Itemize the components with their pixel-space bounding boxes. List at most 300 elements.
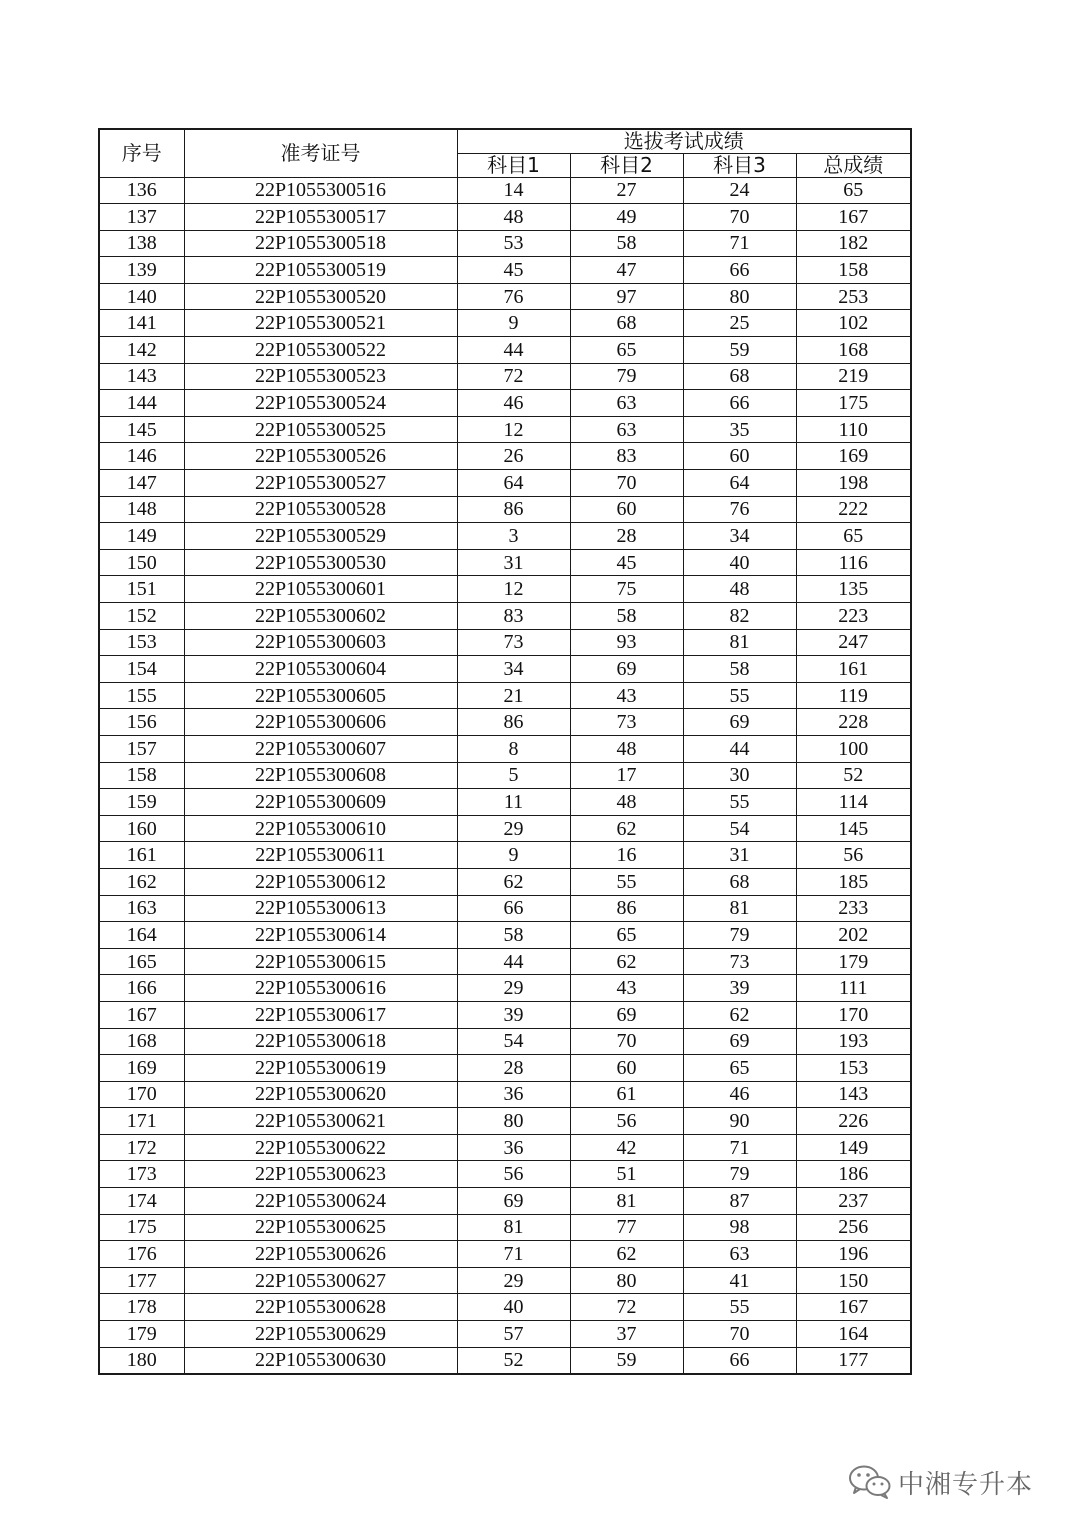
watermark (848, 1462, 1033, 1502)
cell-exam-id: 22P1055300527 (184, 470, 457, 497)
cell-subject1: 83 (457, 603, 570, 630)
cell-subject2: 48 (570, 735, 683, 762)
cell-subject1: 58 (457, 922, 570, 949)
cell-subject3: 65 (683, 1055, 796, 1082)
cell-seq: 149 (99, 523, 184, 550)
cell-subject2: 28 (570, 523, 683, 550)
table-row (99, 948, 911, 975)
table-row (99, 815, 911, 842)
cell-total: 186 (796, 1161, 911, 1188)
cell-subject3: 81 (683, 629, 796, 656)
table-row (99, 549, 911, 576)
cell-exam-id: 22P1055300516 (184, 177, 457, 204)
cell-exam-id: 22P1055300518 (184, 230, 457, 257)
cell-subject3: 63 (683, 1241, 796, 1268)
table-row (99, 1055, 911, 1082)
header-exam-id: 准考证号 (184, 129, 457, 177)
cell-subject2: 68 (570, 310, 683, 337)
cell-seq: 156 (99, 709, 184, 736)
cell-subject3: 30 (683, 762, 796, 789)
cell-subject1: 3 (457, 523, 570, 550)
cell-subject1: 29 (457, 1267, 570, 1294)
table-row (99, 576, 911, 603)
cell-total: 135 (796, 576, 911, 603)
cell-seq: 153 (99, 629, 184, 656)
cell-subject1: 45 (457, 257, 570, 284)
cell-total: 116 (796, 549, 911, 576)
cell-subject2: 49 (570, 204, 683, 231)
cell-subject3: 59 (683, 337, 796, 364)
cell-subject3: 98 (683, 1214, 796, 1241)
cell-subject3: 60 (683, 443, 796, 470)
cell-subject1: 86 (457, 496, 570, 523)
cell-seq: 179 (99, 1321, 184, 1348)
cell-seq: 145 (99, 416, 184, 443)
cell-subject3: 76 (683, 496, 796, 523)
cell-seq: 171 (99, 1108, 184, 1135)
cell-subject1: 73 (457, 629, 570, 656)
cell-subject2: 58 (570, 230, 683, 257)
table-row (99, 1241, 911, 1268)
cell-total: 153 (796, 1055, 911, 1082)
cell-total: 219 (796, 363, 911, 390)
cell-subject3: 69 (683, 1028, 796, 1055)
cell-subject2: 62 (570, 815, 683, 842)
cell-subject3: 81 (683, 895, 796, 922)
cell-exam-id: 22P1055300623 (184, 1161, 457, 1188)
cell-subject3: 25 (683, 310, 796, 337)
table-row (99, 204, 911, 231)
cell-subject1: 21 (457, 682, 570, 709)
cell-subject1: 57 (457, 1321, 570, 1348)
cell-subject2: 48 (570, 789, 683, 816)
table-row (99, 496, 911, 523)
cell-seq: 157 (99, 735, 184, 762)
cell-subject3: 87 (683, 1188, 796, 1215)
cell-subject3: 44 (683, 735, 796, 762)
table-row (99, 1134, 911, 1161)
cell-seq: 148 (99, 496, 184, 523)
cell-seq: 136 (99, 177, 184, 204)
header-seq: 序号 (99, 129, 184, 177)
cell-exam-id: 22P1055300524 (184, 390, 457, 417)
cell-subject1: 9 (457, 842, 570, 869)
cell-subject3: 79 (683, 1161, 796, 1188)
table-row (99, 735, 911, 762)
cell-total: 168 (796, 337, 911, 364)
cell-total: 179 (796, 948, 911, 975)
cell-subject2: 62 (570, 1241, 683, 1268)
cell-seq: 162 (99, 868, 184, 895)
cell-exam-id: 22P1055300520 (184, 283, 457, 310)
cell-subject1: 44 (457, 948, 570, 975)
cell-exam-id: 22P1055300622 (184, 1134, 457, 1161)
cell-total: 182 (796, 230, 911, 257)
cell-total: 164 (796, 1321, 911, 1348)
table-row (99, 283, 911, 310)
cell-subject3: 71 (683, 230, 796, 257)
cell-exam-id: 22P1055300601 (184, 576, 457, 603)
cell-total: 100 (796, 735, 911, 762)
cell-subject3: 35 (683, 416, 796, 443)
table-row (99, 443, 911, 470)
cell-subject3: 58 (683, 656, 796, 683)
cell-exam-id: 22P1055300630 (184, 1347, 457, 1374)
header-subject1: 科目1 (457, 153, 570, 177)
table-row (99, 629, 911, 656)
table-row (99, 1108, 911, 1135)
cell-total: 158 (796, 257, 911, 284)
cell-total: 150 (796, 1267, 911, 1294)
table-row (99, 895, 911, 922)
cell-subject2: 59 (570, 1347, 683, 1374)
table-row (99, 1294, 911, 1321)
cell-subject2: 55 (570, 868, 683, 895)
cell-exam-id: 22P1055300612 (184, 868, 457, 895)
cell-subject1: 52 (457, 1347, 570, 1374)
table-row (99, 1028, 911, 1055)
cell-total: 202 (796, 922, 911, 949)
cell-exam-id: 22P1055300605 (184, 682, 457, 709)
cell-subject2: 43 (570, 682, 683, 709)
cell-subject2: 56 (570, 1108, 683, 1135)
cell-subject3: 66 (683, 257, 796, 284)
cell-subject2: 37 (570, 1321, 683, 1348)
cell-total: 177 (796, 1347, 911, 1374)
cell-subject1: 36 (457, 1134, 570, 1161)
cell-exam-id: 22P1055300628 (184, 1294, 457, 1321)
cell-subject1: 12 (457, 576, 570, 603)
wechat-icon (848, 1464, 892, 1500)
cell-exam-id: 22P1055300627 (184, 1267, 457, 1294)
header-score-group: 选拔考试成绩 (457, 129, 911, 153)
cell-total: 65 (796, 177, 911, 204)
cell-subject3: 55 (683, 789, 796, 816)
cell-subject2: 65 (570, 922, 683, 949)
cell-subject3: 54 (683, 815, 796, 842)
table-row (99, 1267, 911, 1294)
cell-exam-id: 22P1055300522 (184, 337, 457, 364)
cell-subject2: 51 (570, 1161, 683, 1188)
cell-exam-id: 22P1055300616 (184, 975, 457, 1002)
table-row (99, 603, 911, 630)
cell-exam-id: 22P1055300629 (184, 1321, 457, 1348)
cell-seq: 168 (99, 1028, 184, 1055)
cell-seq: 176 (99, 1241, 184, 1268)
cell-seq: 137 (99, 204, 184, 231)
cell-subject1: 56 (457, 1161, 570, 1188)
cell-total: 114 (796, 789, 911, 816)
cell-subject2: 27 (570, 177, 683, 204)
cell-subject3: 55 (683, 682, 796, 709)
table-row (99, 868, 911, 895)
cell-seq: 163 (99, 895, 184, 922)
cell-exam-id: 22P1055300529 (184, 523, 457, 550)
cell-subject2: 16 (570, 842, 683, 869)
table-row (99, 789, 911, 816)
cell-subject1: 69 (457, 1188, 570, 1215)
cell-seq: 159 (99, 789, 184, 816)
cell-exam-id: 22P1055300617 (184, 1001, 457, 1028)
cell-subject3: 66 (683, 390, 796, 417)
cell-exam-id: 22P1055300608 (184, 762, 457, 789)
cell-total: 237 (796, 1188, 911, 1215)
cell-subject3: 71 (683, 1134, 796, 1161)
table-row (99, 523, 911, 550)
cell-subject2: 63 (570, 416, 683, 443)
cell-seq: 174 (99, 1188, 184, 1215)
cell-subject2: 81 (570, 1188, 683, 1215)
cell-subject1: 80 (457, 1108, 570, 1135)
cell-seq: 164 (99, 922, 184, 949)
cell-seq: 141 (99, 310, 184, 337)
cell-total: 52 (796, 762, 911, 789)
cell-subject2: 72 (570, 1294, 683, 1321)
cell-seq: 169 (99, 1055, 184, 1082)
cell-seq: 173 (99, 1161, 184, 1188)
cell-subject2: 65 (570, 337, 683, 364)
cell-subject1: 34 (457, 656, 570, 683)
table-row (99, 842, 911, 869)
cell-seq: 138 (99, 230, 184, 257)
table-row (99, 1081, 911, 1108)
cell-subject2: 77 (570, 1214, 683, 1241)
cell-exam-id: 22P1055300620 (184, 1081, 457, 1108)
cell-subject3: 24 (683, 177, 796, 204)
cell-subject3: 40 (683, 549, 796, 576)
table-row (99, 975, 911, 1002)
cell-subject1: 54 (457, 1028, 570, 1055)
table-row (99, 470, 911, 497)
cell-subject1: 29 (457, 815, 570, 842)
cell-total: 111 (796, 975, 911, 1002)
cell-total: 149 (796, 1134, 911, 1161)
cell-seq: 178 (99, 1294, 184, 1321)
cell-subject2: 69 (570, 1001, 683, 1028)
cell-seq: 161 (99, 842, 184, 869)
cell-total: 119 (796, 682, 911, 709)
cell-subject2: 86 (570, 895, 683, 922)
table-body (99, 177, 911, 1374)
cell-subject1: 28 (457, 1055, 570, 1082)
cell-subject1: 5 (457, 762, 570, 789)
cell-subject3: 68 (683, 868, 796, 895)
cell-subject2: 58 (570, 603, 683, 630)
table-row (99, 416, 911, 443)
cell-exam-id: 22P1055300525 (184, 416, 457, 443)
cell-subject2: 42 (570, 1134, 683, 1161)
cell-total: 145 (796, 815, 911, 842)
cell-subject3: 34 (683, 523, 796, 550)
cell-seq: 172 (99, 1134, 184, 1161)
cell-seq: 166 (99, 975, 184, 1002)
cell-subject2: 69 (570, 656, 683, 683)
cell-exam-id: 22P1055300619 (184, 1055, 457, 1082)
cell-total: 233 (796, 895, 911, 922)
cell-subject2: 93 (570, 629, 683, 656)
cell-total: 247 (796, 629, 911, 656)
table-row (99, 310, 911, 337)
cell-subject2: 83 (570, 443, 683, 470)
cell-subject1: 71 (457, 1241, 570, 1268)
cell-total: 102 (796, 310, 911, 337)
table-row (99, 922, 911, 949)
cell-exam-id: 22P1055300530 (184, 549, 457, 576)
cell-subject3: 46 (683, 1081, 796, 1108)
cell-seq: 170 (99, 1081, 184, 1108)
header-subject2: 科目2 (570, 153, 683, 177)
cell-total: 170 (796, 1001, 911, 1028)
table-row (99, 257, 911, 284)
cell-exam-id: 22P1055300528 (184, 496, 457, 523)
cell-subject3: 73 (683, 948, 796, 975)
cell-exam-id: 22P1055300607 (184, 735, 457, 762)
cell-subject3: 64 (683, 470, 796, 497)
cell-total: 193 (796, 1028, 911, 1055)
cell-exam-id: 22P1055300521 (184, 310, 457, 337)
cell-total: 222 (796, 496, 911, 523)
cell-seq: 154 (99, 656, 184, 683)
cell-seq: 142 (99, 337, 184, 364)
cell-subject2: 45 (570, 549, 683, 576)
cell-total: 228 (796, 709, 911, 736)
score-table (98, 128, 912, 1375)
cell-seq: 160 (99, 815, 184, 842)
cell-exam-id: 22P1055300603 (184, 629, 457, 656)
cell-subject2: 63 (570, 390, 683, 417)
cell-total: 167 (796, 1294, 911, 1321)
cell-exam-id: 22P1055300614 (184, 922, 457, 949)
cell-seq: 139 (99, 257, 184, 284)
cell-subject3: 69 (683, 709, 796, 736)
cell-total: 56 (796, 842, 911, 869)
cell-total: 175 (796, 390, 911, 417)
cell-total: 161 (796, 656, 911, 683)
cell-subject3: 79 (683, 922, 796, 949)
cell-total: 223 (796, 603, 911, 630)
cell-seq: 143 (99, 363, 184, 390)
table-row (99, 337, 911, 364)
cell-subject1: 81 (457, 1214, 570, 1241)
table-row (99, 177, 911, 204)
header-total: 总成绩 (796, 153, 911, 177)
cell-subject3: 39 (683, 975, 796, 1002)
cell-exam-id: 22P1055300611 (184, 842, 457, 869)
cell-seq: 177 (99, 1267, 184, 1294)
cell-exam-id: 22P1055300602 (184, 603, 457, 630)
cell-subject1: 44 (457, 337, 570, 364)
cell-subject2: 70 (570, 1028, 683, 1055)
cell-subject1: 36 (457, 1081, 570, 1108)
cell-exam-id: 22P1055300621 (184, 1108, 457, 1135)
cell-subject2: 97 (570, 283, 683, 310)
cell-exam-id: 22P1055300625 (184, 1214, 457, 1241)
cell-seq: 152 (99, 603, 184, 630)
cell-subject3: 31 (683, 842, 796, 869)
cell-seq: 158 (99, 762, 184, 789)
cell-subject2: 43 (570, 975, 683, 1002)
cell-subject1: 11 (457, 789, 570, 816)
table-row (99, 363, 911, 390)
cell-subject3: 90 (683, 1108, 796, 1135)
cell-subject3: 70 (683, 204, 796, 231)
cell-seq: 144 (99, 390, 184, 417)
cell-subject1: 12 (457, 416, 570, 443)
cell-subject1: 62 (457, 868, 570, 895)
table-row (99, 656, 911, 683)
cell-subject2: 60 (570, 496, 683, 523)
cell-subject2: 61 (570, 1081, 683, 1108)
cell-total: 185 (796, 868, 911, 895)
cell-subject1: 86 (457, 709, 570, 736)
cell-subject3: 41 (683, 1267, 796, 1294)
cell-subject3: 62 (683, 1001, 796, 1028)
cell-exam-id: 22P1055300523 (184, 363, 457, 390)
cell-total: 196 (796, 1241, 911, 1268)
cell-seq: 140 (99, 283, 184, 310)
cell-subject3: 66 (683, 1347, 796, 1374)
cell-total: 167 (796, 204, 911, 231)
cell-total: 110 (796, 416, 911, 443)
table-row (99, 1161, 911, 1188)
cell-exam-id: 22P1055300618 (184, 1028, 457, 1055)
cell-exam-id: 22P1055300517 (184, 204, 457, 231)
cell-subject3: 70 (683, 1321, 796, 1348)
cell-exam-id: 22P1055300604 (184, 656, 457, 683)
cell-subject1: 31 (457, 549, 570, 576)
cell-seq: 150 (99, 549, 184, 576)
table-row (99, 762, 911, 789)
cell-subject1: 8 (457, 735, 570, 762)
cell-exam-id: 22P1055300606 (184, 709, 457, 736)
cell-subject1: 72 (457, 363, 570, 390)
cell-exam-id: 22P1055300613 (184, 895, 457, 922)
cell-exam-id: 22P1055300526 (184, 443, 457, 470)
cell-subject1: 46 (457, 390, 570, 417)
cell-exam-id: 22P1055300609 (184, 789, 457, 816)
cell-subject1: 53 (457, 230, 570, 257)
cell-exam-id: 22P1055300610 (184, 815, 457, 842)
cell-subject2: 75 (570, 576, 683, 603)
cell-subject1: 76 (457, 283, 570, 310)
header-subject3: 科目3 (683, 153, 796, 177)
cell-total: 65 (796, 523, 911, 550)
cell-seq: 146 (99, 443, 184, 470)
cell-subject2: 62 (570, 948, 683, 975)
table-row (99, 1347, 911, 1374)
cell-subject1: 64 (457, 470, 570, 497)
cell-subject1: 66 (457, 895, 570, 922)
cell-seq: 151 (99, 576, 184, 603)
cell-total: 198 (796, 470, 911, 497)
table-row (99, 390, 911, 417)
cell-subject3: 48 (683, 576, 796, 603)
cell-seq: 165 (99, 948, 184, 975)
cell-seq: 175 (99, 1214, 184, 1241)
table-row (99, 1214, 911, 1241)
cell-seq: 155 (99, 682, 184, 709)
cell-exam-id: 22P1055300615 (184, 948, 457, 975)
watermark-text: 中湘专升本 (898, 1469, 1034, 1500)
cell-subject3: 82 (683, 603, 796, 630)
cell-subject2: 79 (570, 363, 683, 390)
cell-subject1: 14 (457, 177, 570, 204)
table-row (99, 1188, 911, 1215)
cell-seq: 167 (99, 1001, 184, 1028)
cell-total: 253 (796, 283, 911, 310)
cell-subject1: 29 (457, 975, 570, 1002)
cell-subject1: 39 (457, 1001, 570, 1028)
